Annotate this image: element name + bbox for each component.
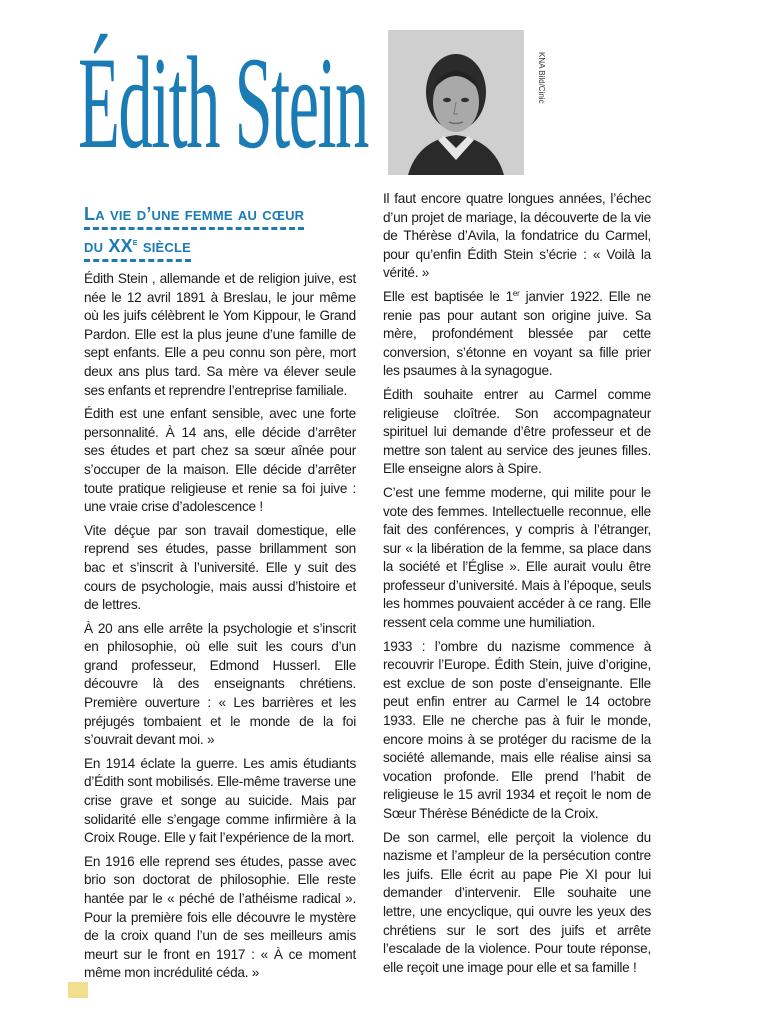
ordinal-sup: er [512, 288, 520, 298]
heading-line-2-prefix: du XX [84, 236, 133, 256]
paragraph: Édith souhaite entrer au Carmel comme religieuse cloîtrée. Son accompagnateur spirituel lui demande d’être professeur et de mettre son talent au service des jeunes filles. Elle enseigne alors à Spire. [383, 386, 651, 477]
heading-line-2 [84, 230, 191, 262]
portrait-photo [388, 30, 524, 175]
portrait-icon [388, 30, 524, 175]
paragraph: Vite déçue par son travail domestique, elle reprend ses études, passe brillamment son bac et s’inscrit à l’université. Elle y suit des cours de psychologie, mais aussi d’histoire et de lettres. [84, 522, 356, 613]
paragraph: De son carmel, elle perçoit la violence du nazisme et l’ampleur de la persécution contre les juifs. Elle écrit au pape Pie XI pour lui demander d’intervenir. Elle souhaite une lettre, une encyclique, qui ouvre les yeux des chrétiens sur le sort des juifs et arrête l’escalade de la violence. Pour toute réponse, elle reçoit une image pour elle et sa famille ! [383, 829, 651, 975]
paragraph: Il faut encore quatre longues années, l’échec d’un projet de mariage, la découverte de la vie de Thérèse d’Avila, la fondatrice du Carmel, pour qu’enfin Édith Stein s’écrie : « Voilà la vérité. » [383, 191, 651, 281]
paragraph: En 1916 elle reprend ses études, passe avec brio son doctorat de philosophie. Elle reste hantée par le « péché de l’athéisme radical ». Pour la première fois elle découvre le mystère de la croix quand l’un de ses meilleurs amis meurt sur le front en 1917 : « À ce moment même mon incrédulité céda. » [84, 853, 356, 981]
paragraph: 1933 : l’ombre du nazisme commence à recouvrir l’Europe. Édith Stein, juive d’origine, est exclue de son poste d’enseignante. Elle peut enfin entrer au Carmel le 14 octobre 1933. Elle ne cherche pas à fuir le monde, encore moins à se protéger du racisme de la société allemande, mais elle réalise ainsi sa vocation profonde. Elle prend l’habit de religieuse le 15 avril 1934 et reçoit le nom de Sœur Thérèse Bénédicte de la Croix. [383, 638, 651, 821]
photo-credit: KNA Bild/Cinic [537, 52, 546, 104]
baptism-text-start: Elle est baptisée le 1 [383, 288, 513, 304]
paragraph-baptism [383, 288, 651, 381]
paragraph: En 1914 éclate la guerre. Les amis étudiants d’Édith sont mobilisés. Elle-même traverse une crise grave et songe au suicide. Mais par solidarité elle s’engage comme infirmière à la Croix Rouge. Elle y fait l’expérience de la mort. [84, 755, 356, 846]
section-heading [84, 198, 356, 262]
paragraph: Édith est une enfant sensible, avec une forte personnalité. À 14 ans, elle décide d’arrêter ses études et part chez sa sœur aînée pour s’occuper de la maison. Elle décide d’arrêter toute pratique religieuse et renie sa foi juive : une vraie crise d’adolescence ! [84, 406, 356, 515]
paragraph: C’est une femme moderne, qui milite pour le vote des femmes. Intellectuelle reconnue, elle fait des conférences, y compris à l’étranger, sur « la libération de la femme, sa place dans la société et l’Église ». Elle aurait voulu être professeur d’université. Mais à l’époque, seuls les hommes pouvaient accéder à ce rang. Elle ressent cela comme une humiliation. [383, 484, 651, 631]
page-title: Édith Stein [78, 29, 368, 176]
heading-line-2-suffix: siècle [137, 236, 192, 256]
heading-line-1: La vie d’une femme au cœur [84, 201, 304, 230]
corner-marker [68, 982, 88, 998]
right-column [383, 190, 651, 982]
paragraph: À 20 ans elle arrête la psychologie et s’inscrit en philosophie, où elle suit les cours d’un grand professeur, Edmond Husserl. Elle découvre là des enseignants chrétiens. Première ouverture : « Les barrières et les préjugés tombaient et le monde de la foi s’ouvrait devant moi. » [84, 620, 356, 748]
baptism-text-end: janvier 1922. Elle ne renie pas pour autant son origine juive. Sa mère, profondément blessée par cette conversion, s’étonne en voyant sa fille prier les psaumes à la synagogue. [383, 288, 651, 379]
heading-line-2-sup: e [132, 237, 138, 248]
paragraph: Édith Stein , allemande et de religion juive, est née le 12 avril 1891 à Breslau, le jour même où les juifs célèbrent le Yom Kippour, le Grand Pardon. Elle est la plus jeune d’une famille de sept enfants. Elle a peu connu son père, mort deux ans plus tard. Sa mère va élever seule ses enfants et reprendre l’entreprise familiale. [84, 271, 356, 398]
left-column [84, 198, 356, 988]
